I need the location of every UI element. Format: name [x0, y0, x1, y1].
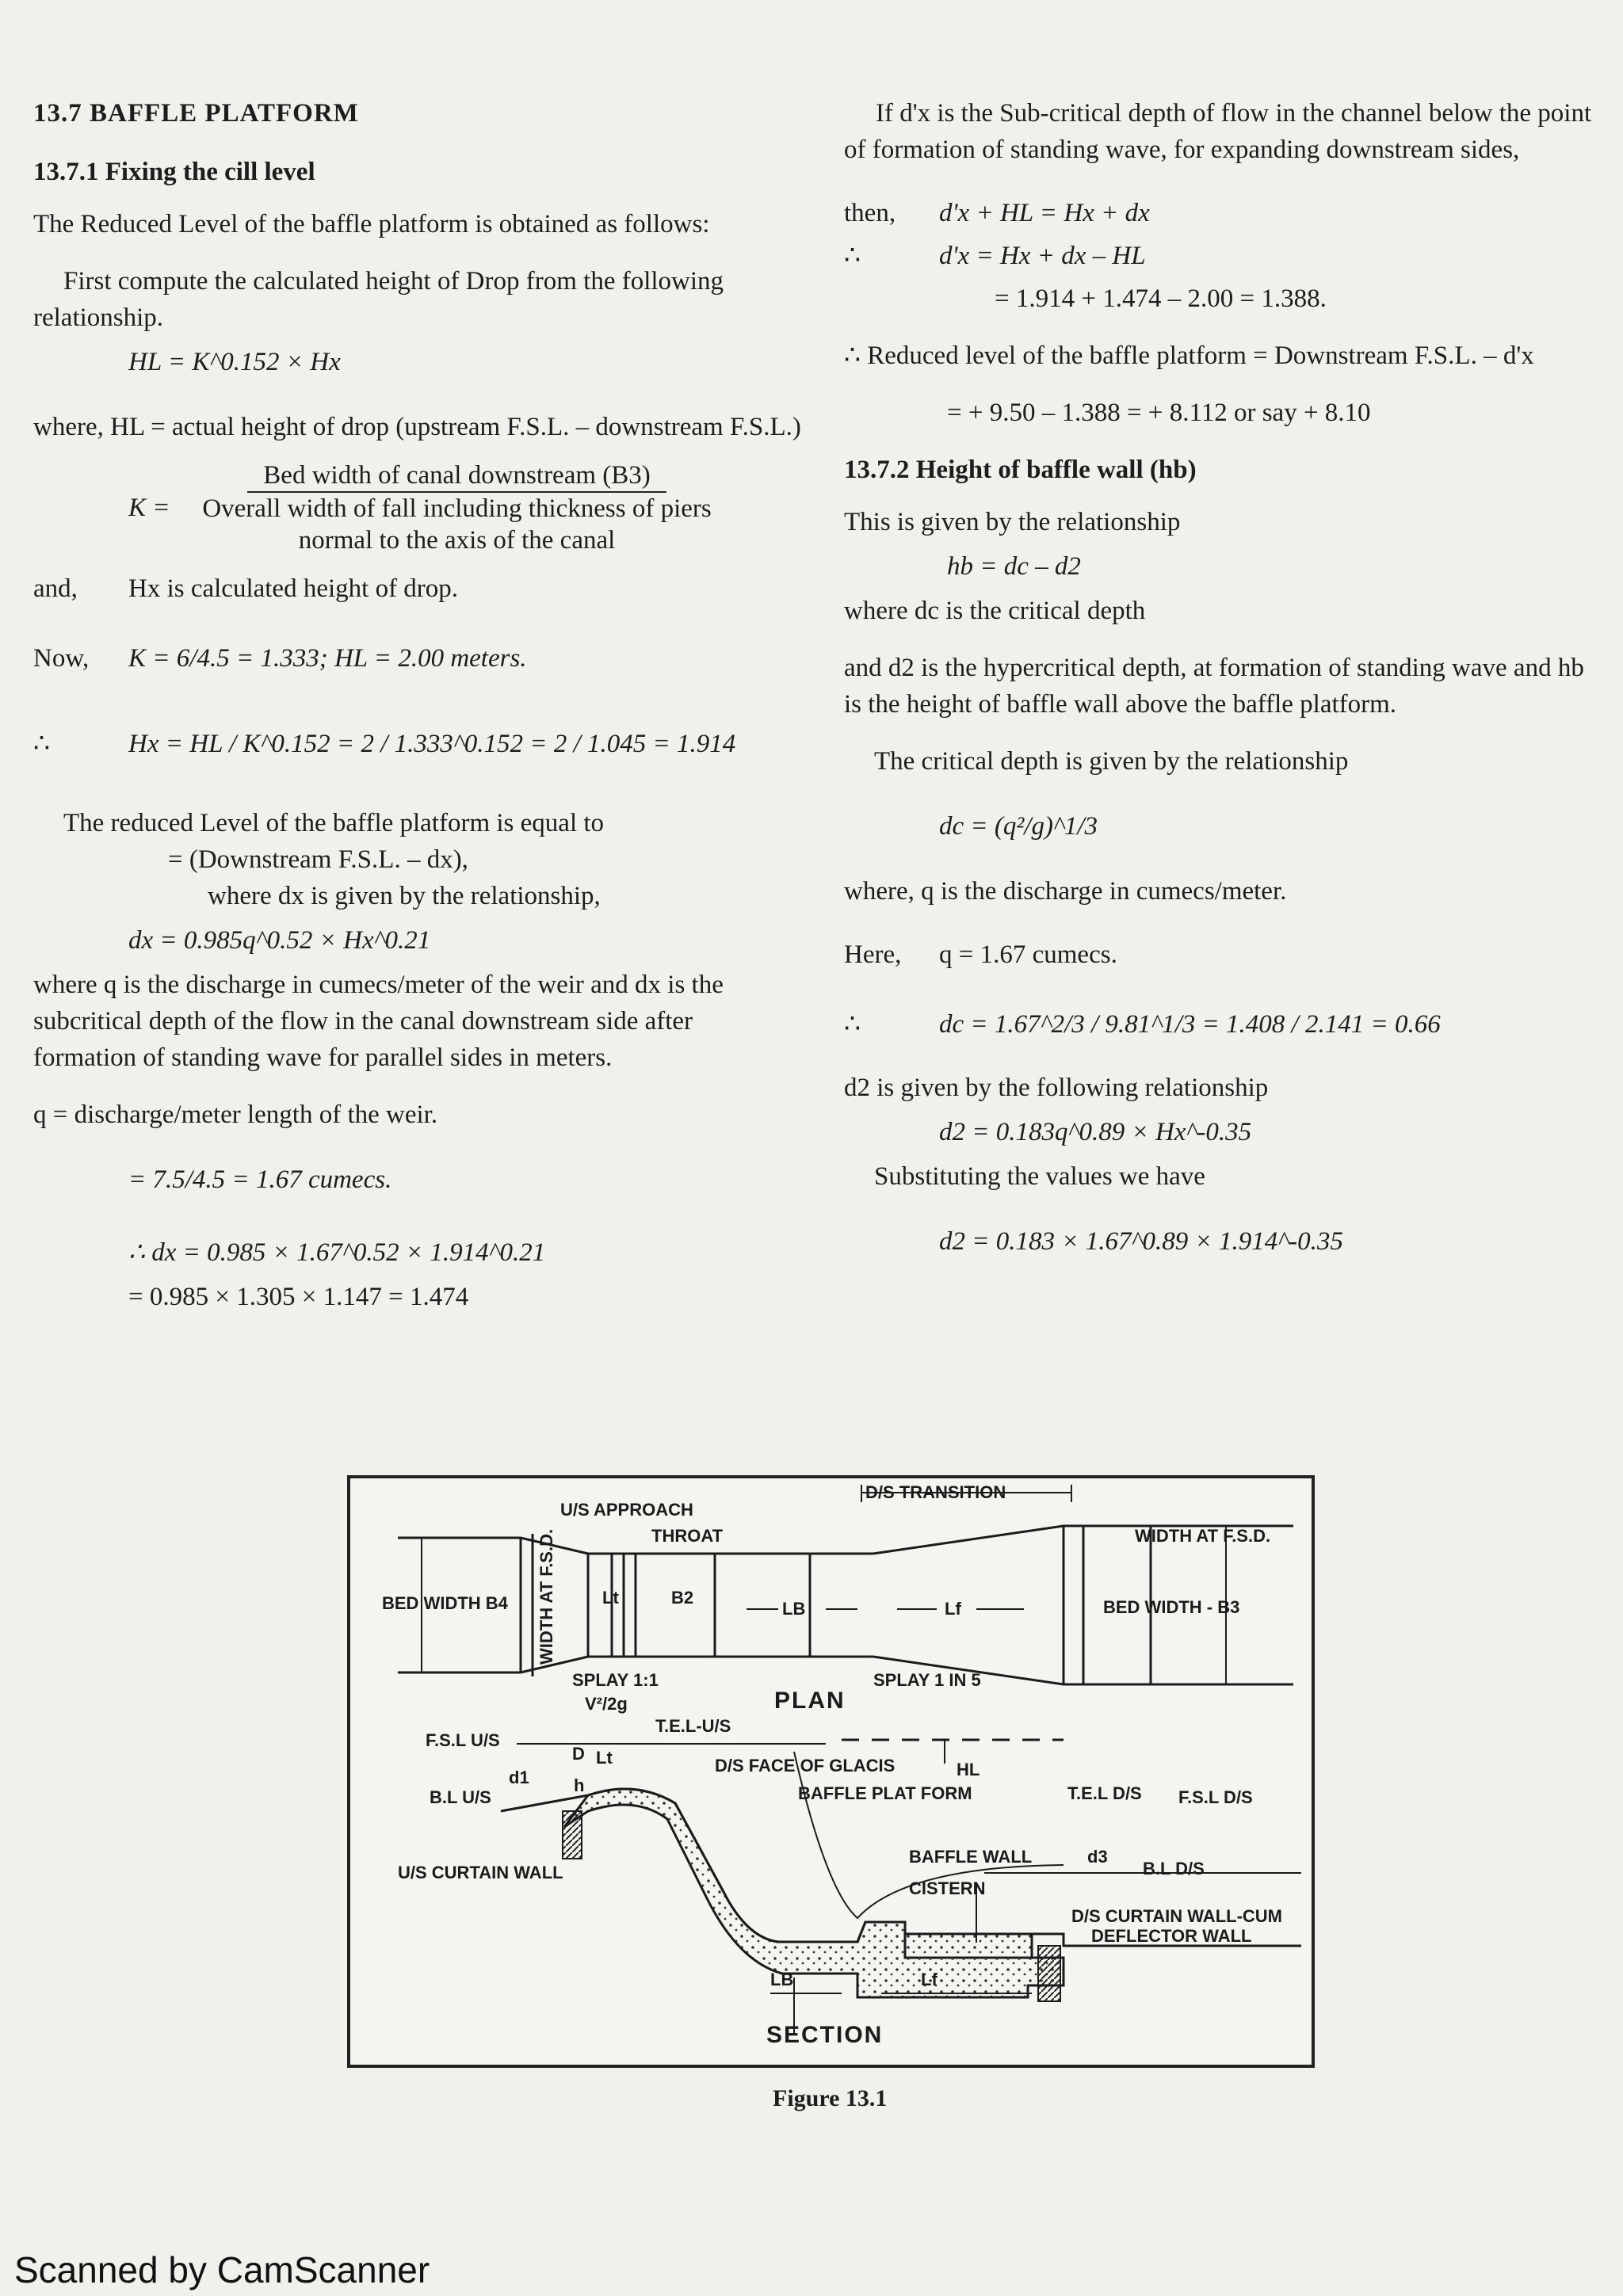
label-lf-section: Lf — [921, 1970, 938, 1989]
and-label: and, — [33, 574, 78, 603]
rl-calc: = + 9.50 – 1.388 = + 8.112 or say + 8.10 — [947, 399, 1371, 427]
label-lf: Lf — [945, 1599, 961, 1619]
label-width-fsd: WIDTH AT F.S.D. — [1135, 1526, 1271, 1546]
label-h: h — [574, 1775, 585, 1795]
here-label: Here, — [844, 940, 902, 969]
label-splay-1-1: SPLAY 1:1 — [572, 1670, 659, 1690]
label-bl-us: B.L U/S — [430, 1787, 491, 1807]
subsection-title: 13.7.2 Height of baffle wall (hb) — [844, 456, 1197, 484]
label-lt: Lt — [602, 1588, 619, 1608]
paragraph: The Reduced Level of the baffle platform is obtained as follows: — [33, 210, 710, 238]
rl-where: where dx is given by the relationship, — [208, 882, 601, 910]
section-title: 13.7 BAFFLE PLATFORM — [33, 99, 359, 128]
label-baffle-platform: BAFFLE PLAT FORM — [798, 1783, 972, 1803]
label-fsl-ds: F.S.L D/S — [1178, 1787, 1253, 1807]
label-splay-1-in-5: SPLAY 1 IN 5 — [873, 1670, 981, 1690]
fall-diagram — [350, 1478, 1312, 2065]
paragraph: Substituting the values we have — [874, 1162, 1205, 1191]
paragraph: where, HL = actual height of drop (upstream F.S.L. – downstream F.S.L.) — [33, 413, 801, 441]
label-hl: HL — [957, 1760, 980, 1779]
rl-text: ∴ Reduced level of the baffle platform = Downstream F.S.L. – d'x — [844, 341, 1534, 370]
hx-equation: Hx = HL / K^0.152 = 2 / 1.333^0.152 = 2 / 1.045 = 1.914 — [128, 730, 736, 758]
label-width-fsd-vertical: WIDTH AT F.S.D. — [537, 1528, 556, 1665]
paragraph: If d'x is the Sub-critical depth of flow in the channel below the point of formation of standing wave, for expanding downstream sides, — [844, 99, 1592, 164]
figure-13-1 — [347, 1475, 1315, 2068]
label-bed-width-b4: BED WIDTH B4 — [382, 1593, 508, 1613]
label-v2-2g: V²/2g — [585, 1694, 628, 1714]
paragraph: d2 is given by the following relationship — [844, 1074, 1269, 1102]
paragraph: First compute the calculated height of Drop from the following relationship. — [33, 267, 724, 332]
label-tel-ds: T.E.L D/S — [1067, 1783, 1142, 1803]
therefore-symbol: ∴ — [844, 1010, 861, 1039]
plan-view — [398, 1485, 1293, 1684]
dx-calc-1: ∴ dx = 0.985 × 1.67^0.52 × 1.914^0.21 — [128, 1238, 546, 1267]
paragraph: The reduced Level of the baffle platform is equal to — [63, 809, 605, 837]
equation-k — [128, 460, 802, 556]
and-text: Hx is calculated height of drop. — [128, 574, 459, 603]
label-baffle-wall: BAFFLE WALL — [909, 1847, 1033, 1867]
label-d3: d3 — [1087, 1847, 1108, 1867]
label-ds-face-glacis: D/S FACE OF GLACIS — [715, 1756, 896, 1775]
q-definition: q = discharge/meter length of the weir. — [33, 1100, 438, 1129]
dpx-line — [844, 238, 1597, 274]
d2-equation: d2 = 0.183q^0.89 × Hx^-0.35 — [939, 1118, 1252, 1146]
d2-calc: d2 = 0.183 × 1.67^0.89 × 1.914^-0.35 — [939, 1227, 1343, 1256]
q-value: = 7.5/4.5 = 1.67 cumecs. — [128, 1165, 392, 1194]
dpx-equation: d'x = Hx + dx – HL — [939, 242, 1146, 270]
k-numerator: Bed width of canal downstream (B3) — [247, 460, 666, 493]
scanner-watermark: Scanned by CamScanner — [14, 2249, 430, 2290]
label-section: SECTION — [766, 2022, 884, 2048]
here-line — [844, 936, 1597, 973]
right-column — [844, 95, 1597, 1268]
hx-line — [33, 726, 802, 762]
hb-equation: hb = dc – d2 — [947, 552, 1081, 581]
label-d1: d1 — [509, 1768, 529, 1787]
dc-calc-line — [844, 1006, 1597, 1043]
label-tel-us: T.E.L-U/S — [655, 1716, 731, 1736]
figure-caption: Figure 13.1 — [773, 2085, 888, 2111]
paragraph: This is given by the relationship — [844, 508, 1181, 536]
now-line — [33, 640, 802, 677]
now-label: Now, — [33, 644, 90, 673]
label-us-approach: U/S APPROACH — [560, 1500, 693, 1520]
and-line — [33, 570, 802, 607]
label-lb: LB — [782, 1599, 806, 1619]
left-column — [33, 95, 802, 1323]
subsection-title: 13.7.1 Fixing the cill level — [33, 158, 315, 186]
therefore-symbol: ∴ — [33, 730, 50, 758]
paragraph: where q is the discharge in cumecs/meter of the weir and dx is the subcritical depth of the flow in the canal downstream side after formation of standing wave for parallel sides in meters. — [33, 971, 724, 1072]
k-fraction — [183, 460, 731, 556]
paragraph: and d2 is the hypercritical depth, at formation of standing wave and hb is the height of baffle wall above the baffle platform. — [844, 654, 1584, 719]
label-fsl-us: F.S.L U/S — [426, 1730, 500, 1750]
paragraph: The critical depth is given by the relationship — [874, 747, 1349, 776]
label-lt-section: Lt — [596, 1748, 613, 1768]
label-ds-transition: D/S TRANSITION — [865, 1482, 1006, 1502]
label-bl-ds: B.L D/S — [1143, 1859, 1205, 1878]
dx-equation: dx = 0.985q^0.52 × Hx^0.21 — [128, 926, 431, 955]
label-ds-curtain-1: D/S CURTAIN WALL-CUM — [1071, 1906, 1282, 1926]
label-lb-section: LB — [770, 1970, 794, 1989]
dc-equation: dc = (q²/g)^1/3 — [939, 812, 1098, 841]
paragraph: where dc is the critical depth — [844, 597, 1146, 625]
label-throat: THROAT — [651, 1526, 724, 1546]
label-d: D — [572, 1744, 585, 1764]
therefore-symbol: ∴ — [844, 242, 861, 270]
label-us-curtain-wall: U/S CURTAIN WALL — [398, 1863, 563, 1882]
rl-equation: = (Downstream F.S.L. – dx), — [168, 845, 468, 874]
label-plan: PLAN — [774, 1688, 846, 1714]
dc-calc: dc = 1.67^2/3 / 9.81^1/3 = 1.408 / 2.141 = 0.66 — [939, 1010, 1441, 1039]
label-b2: B2 — [671, 1588, 694, 1608]
label-bed-width-b3: BED WIDTH - B3 — [1103, 1597, 1240, 1617]
k-denominator: Overall width of fall including thickness of piers normal to the axis of the canal — [202, 494, 712, 555]
here-text: q = 1.67 cumecs. — [939, 940, 1117, 969]
label-cistern: CISTERN — [909, 1878, 986, 1898]
then-label: then, — [844, 199, 896, 227]
paragraph: where, q is the discharge in cumecs/meter. — [844, 877, 1287, 906]
now-text: K = 6/4.5 = 1.333; HL = 2.00 meters. — [128, 644, 527, 673]
equation-hl: HL = K^0.152 × Hx — [128, 348, 341, 376]
label-ds-curtain-2: DEFLECTOR WALL — [1091, 1926, 1252, 1946]
then-equation: d'x + HL = Hx + dx — [939, 199, 1150, 227]
dpx-calc: = 1.914 + 1.474 – 2.00 = 1.388. — [995, 284, 1327, 313]
dx-calc-2: = 0.985 × 1.305 × 1.147 = 1.474 — [128, 1283, 469, 1311]
then-line — [844, 195, 1597, 231]
k-label: K = — [128, 494, 170, 522]
